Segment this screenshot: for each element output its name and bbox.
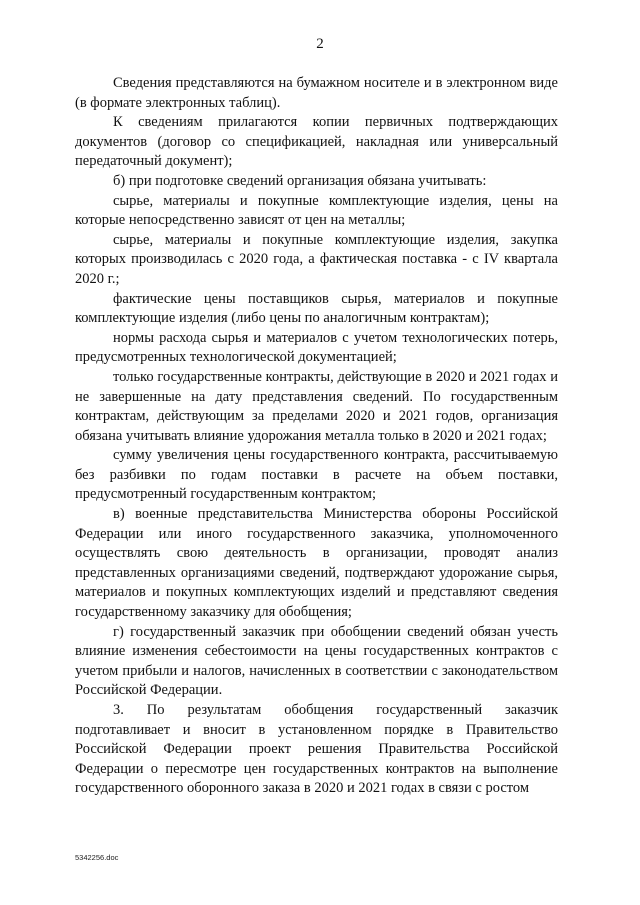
paragraph-price-increase: сумму увеличения цены государственного контракта, рассчитываемую без разбивки по годам поставки в расчете на объем поставки, предусмотренный государственным контрактом;: [75, 447, 558, 503]
paragraph-item-3: 3. По результатам обобщения государственный заказчик подготавливает и вносит в установленном порядке в Правительство Российской Федерации проект решения Правительства Российской Федерации о пересмотре цен государственных контрактов на выполнение государственного оборонного заказа в 2020 и 2021 годах в связи с ростом: [75, 702, 558, 797]
paragraph-purchase-period: сырье, материалы и покупные комплектующие изделия, закупка которых производилась с 2020 года, а фактическая поставка - с IV квартала 2020 г.;: [75, 231, 558, 287]
paragraph-consumption-norms: нормы расхода сырья и материалов с учетом технологических потерь, предусмотренных технологической документацией;: [75, 329, 558, 366]
paragraph-submission-format: Сведения представляются на бумажном носителе и в электронном виде (в формате электронных таблиц).: [75, 75, 558, 111]
paragraph-item-v: в) военные представительства Министерства обороны Российской Федерации или иного государственного заказчика, уполномоченного осуществлять свою деятельность в организации, проводят анализ представленных организациями сведений, подтверждают удорожание сырья, материалов и покупных комплектующих изделий и представляют сведения государственному заказчику для обобщения;: [75, 506, 558, 621]
paragraph-item-b: б) при подготовке сведений организация обязана учитывать:: [113, 172, 487, 189]
paragraph-attached-documents: К сведениям прилагаются копии первичных подтверждающих документов (договор со спецификацией, накладная или универсальный передаточный документ);: [75, 114, 558, 170]
paragraph-contracts-scope: только государственные контракты, действующие в 2020 и 2021 годах и не завершенные на дату представления сведений. По государственным контрактам, действующим за пределами 2020 и 2021 годов, организация обязана учитывать влияние удорожания металла только в 2020 и 2021 годах;: [75, 368, 558, 444]
page-number: 2: [316, 36, 324, 52]
document-body: [75, 74, 558, 799]
paragraph-metal-dependent-materials: сырье, материалы и покупные комплектующие изделия, цены на которые непосредственно зависят от цен на металлы;: [75, 192, 558, 229]
footer-document-id: 5342256.doc: [75, 853, 119, 862]
paragraph-supplier-prices: фактические цены поставщиков сырья, материалов и покупные комплектующие изделия (либо цены по аналогичным контрактам);: [75, 290, 558, 327]
paragraph-item-g: г) государственный заказчик при обобщении сведений обязан учесть влияние изменения себестоимости на цены государственных контрактов с учетом прибыли и налогов, начисленных в соответствии с законодательством Российской Федерации.: [75, 623, 558, 699]
